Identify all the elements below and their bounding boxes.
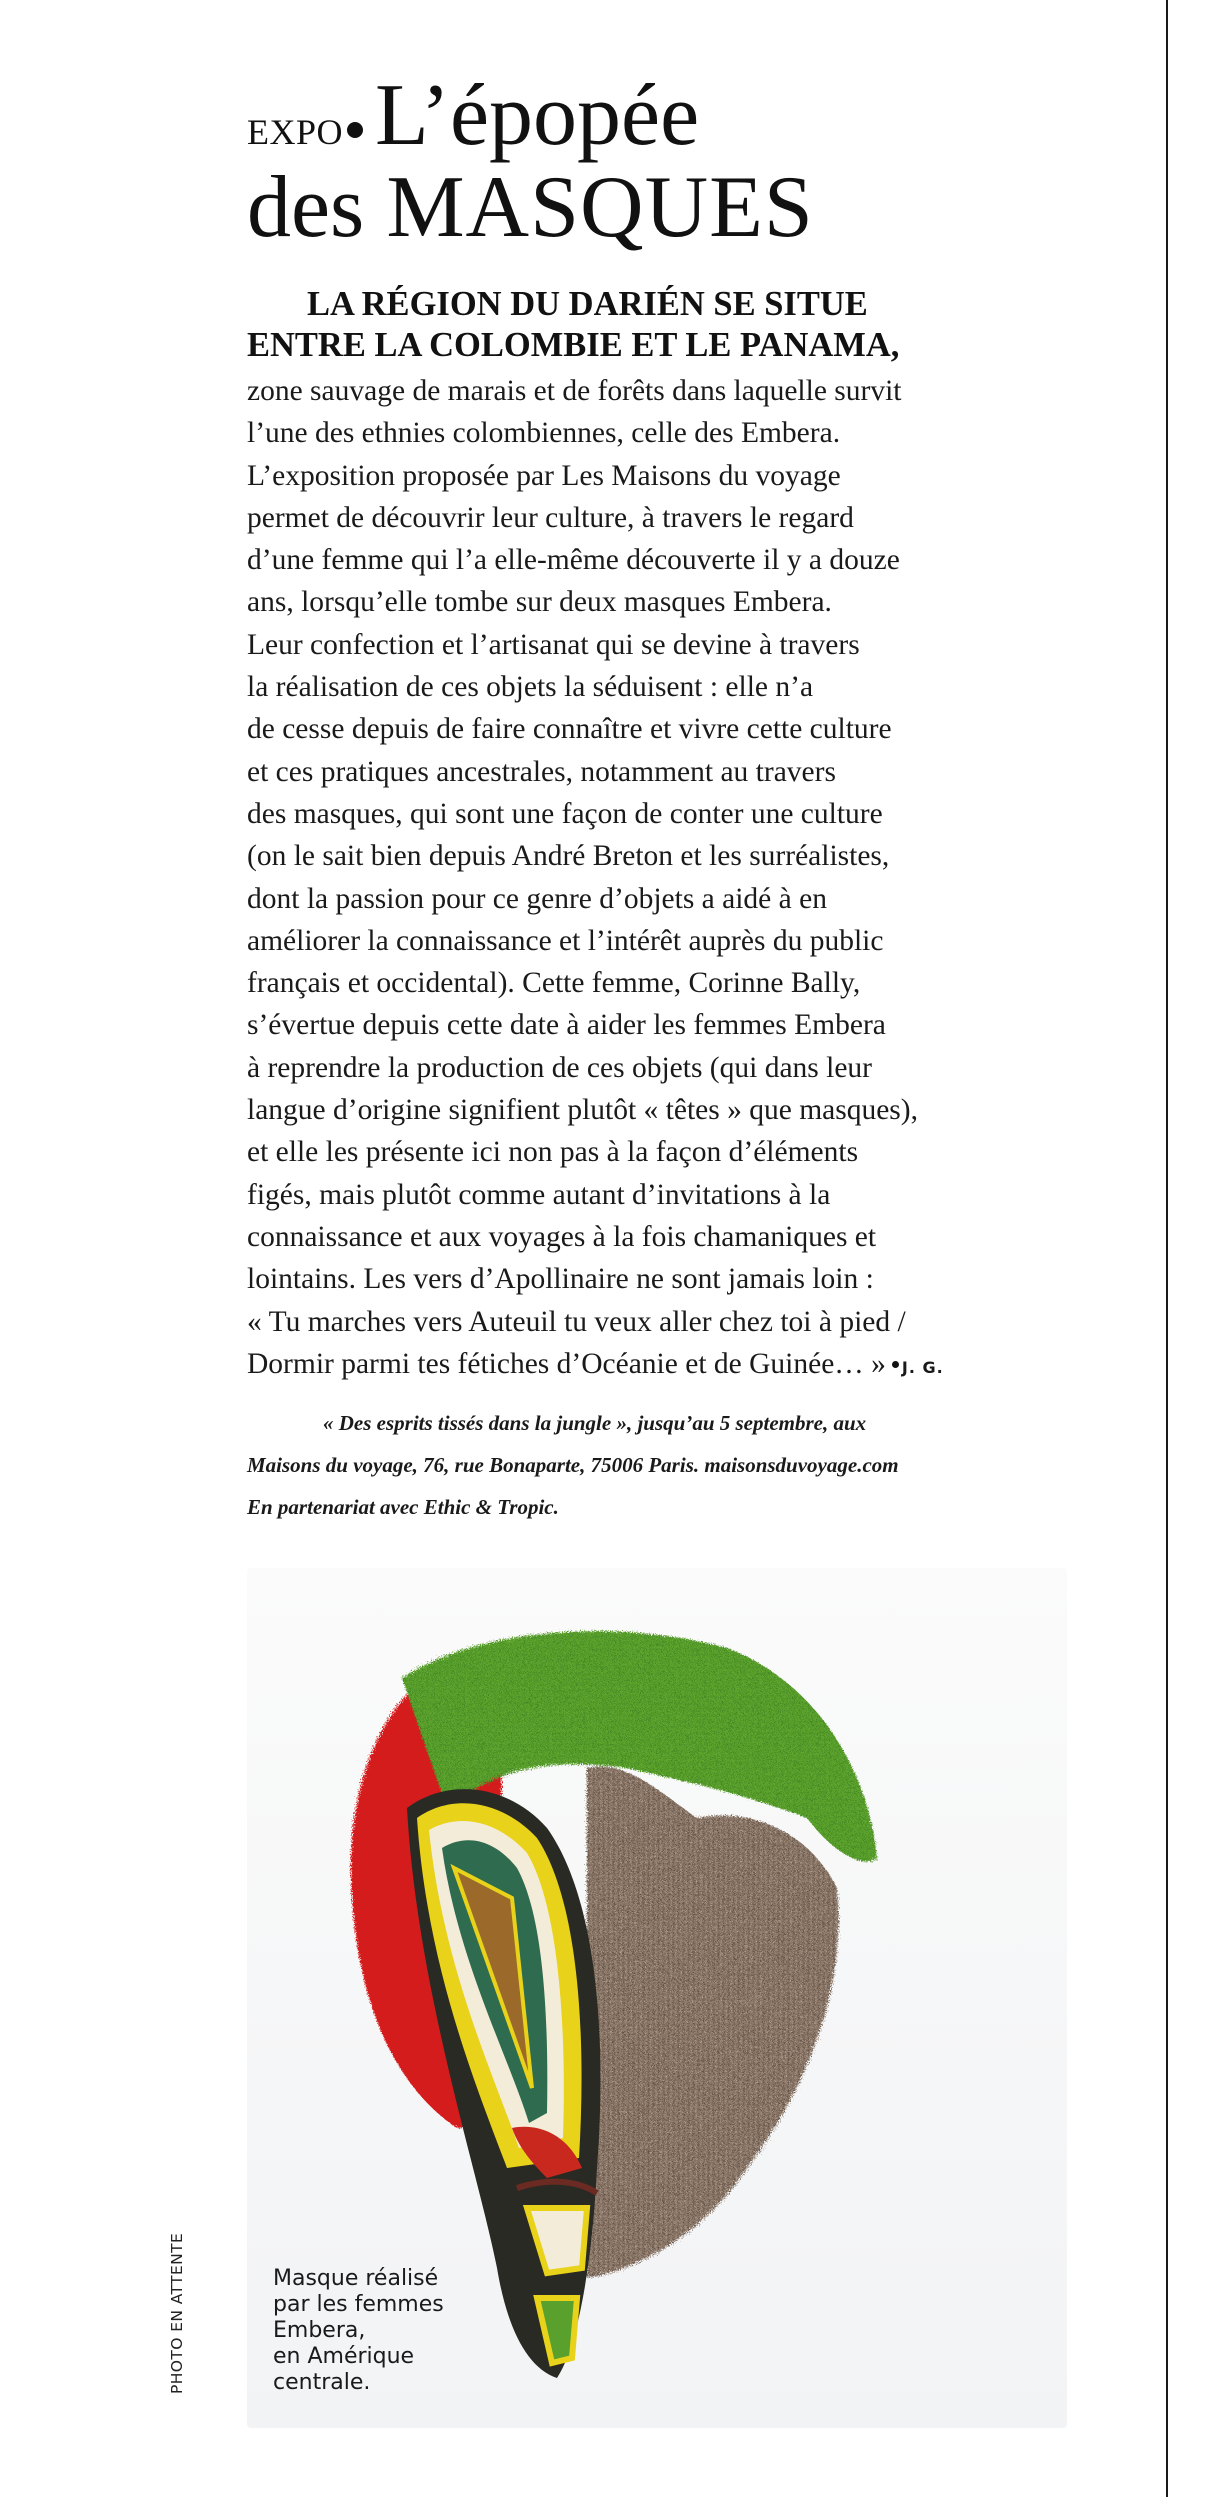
signature-dot-icon: [892, 1361, 899, 1368]
caption-line: Embera,: [273, 2318, 366, 2343]
body-line: ans, lorsqu’elle tombe sur deux masques Embera.: [247, 586, 832, 619]
title-prefix: des: [247, 159, 365, 256]
body-line: d’une femme qui l’a elle-même découverte il y a douze: [247, 544, 900, 577]
body-line: langue d’origine signifient plutôt « têtes » que masques),: [247, 1094, 918, 1127]
body-line: « Tu marches vers Auteuil tu veux aller chez toi à pied /: [247, 1305, 906, 1338]
lead-paragraph: [247, 284, 1067, 366]
body-last-text: Dormir parmi tes fétiches d’Océanie et de Guinée… »: [247, 1347, 886, 1380]
body-line-last: [247, 1343, 1077, 1389]
body-line: permet de découvrir leur culture, à travers le regard: [247, 501, 854, 534]
bristle-shape: [587, 1766, 839, 2278]
body-line: français et occidental). Cette femme, Corinne Bally,: [247, 967, 861, 1000]
body-line: améliorer la connaissance et l’intérêt auprès du public: [247, 924, 884, 957]
photo-caption: [273, 2266, 444, 2396]
body-line: à reprendre la production de ces objets (qui dans leur: [247, 1051, 873, 1084]
page-edge-rule: [1166, 0, 1168, 2497]
caption-line: par les femmes: [273, 2292, 444, 2317]
body-line: zone sauvage de marais et de forêts dans laquelle survit: [247, 375, 902, 407]
lead-line: ENTRE LA COLOMBIE ET LE PANAMA,: [247, 326, 900, 364]
author-signature: J. G.: [901, 1357, 944, 1377]
body-line: la réalisation de ces objets la séduisent : elle n’a: [247, 671, 814, 704]
title-line-1: L’épopée: [375, 67, 700, 164]
body-line: l’une des ethnies colombiennes, celle des Embera.: [247, 417, 841, 450]
body-line: (on le sait bien depuis André Breton et les surréalistes,: [247, 840, 890, 873]
body-line: Leur confection et l’artisanat qui se devine à travers: [247, 628, 860, 661]
caption-line: en Amérique: [273, 2344, 415, 2369]
caption-line: centrale.: [273, 2370, 371, 2395]
info-line: Maisons du voyage, 76, rue Bonaparte, 75006 Paris. maisonsduvoyage.com: [247, 1453, 899, 1477]
body-line: des masques, qui sont une façon de conter une culture: [247, 797, 883, 830]
article-body: [247, 370, 1077, 1389]
exhibition-info: [247, 1402, 1077, 1528]
body-line: et elle les présente ici non pas à la façon d’éléments: [247, 1136, 859, 1169]
body-line: s’évertue depuis cette date à aider les femmes Embera: [247, 1009, 886, 1042]
body-line: lointains. Les vers d’Apollinaire ne sont jamais loin :: [247, 1263, 874, 1296]
bullet-dot-icon: [347, 122, 363, 138]
kicker-label: EXPO: [247, 112, 344, 152]
title-caps: MASQUES: [386, 159, 814, 256]
body-line: et ces pratiques ancestrales, notamment au travers: [247, 755, 836, 788]
info-line: « Des esprits tissés dans la jungle », jusqu’au 5 septembre, aux: [323, 1411, 867, 1435]
photo-credit: PHOTO EN ATTENTE: [168, 2232, 186, 2394]
headline-line-1: [247, 67, 1067, 164]
headline: [247, 67, 1067, 256]
body-line: connaissance et aux voyages à la fois chamaniques et: [247, 1220, 877, 1253]
body-line: de cesse depuis de faire connaître et vivre cette culture: [247, 713, 892, 746]
caption-line: Masque réalisé: [273, 2266, 439, 2291]
body-line: L’exposition proposée par Les Maisons du voyage: [247, 459, 841, 492]
body-line: figés, mais plutôt comme autant d’invitations à la: [247, 1178, 831, 1211]
info-line: En partenariat avec Ethic & Tropic.: [247, 1495, 559, 1519]
headline-line-2: [247, 159, 1067, 256]
lead-line: LA RÉGION DU DARIÉN SE SITUE: [307, 285, 868, 323]
body-line: dont la passion pour ce genre d’objets a aidé à en: [247, 882, 827, 915]
